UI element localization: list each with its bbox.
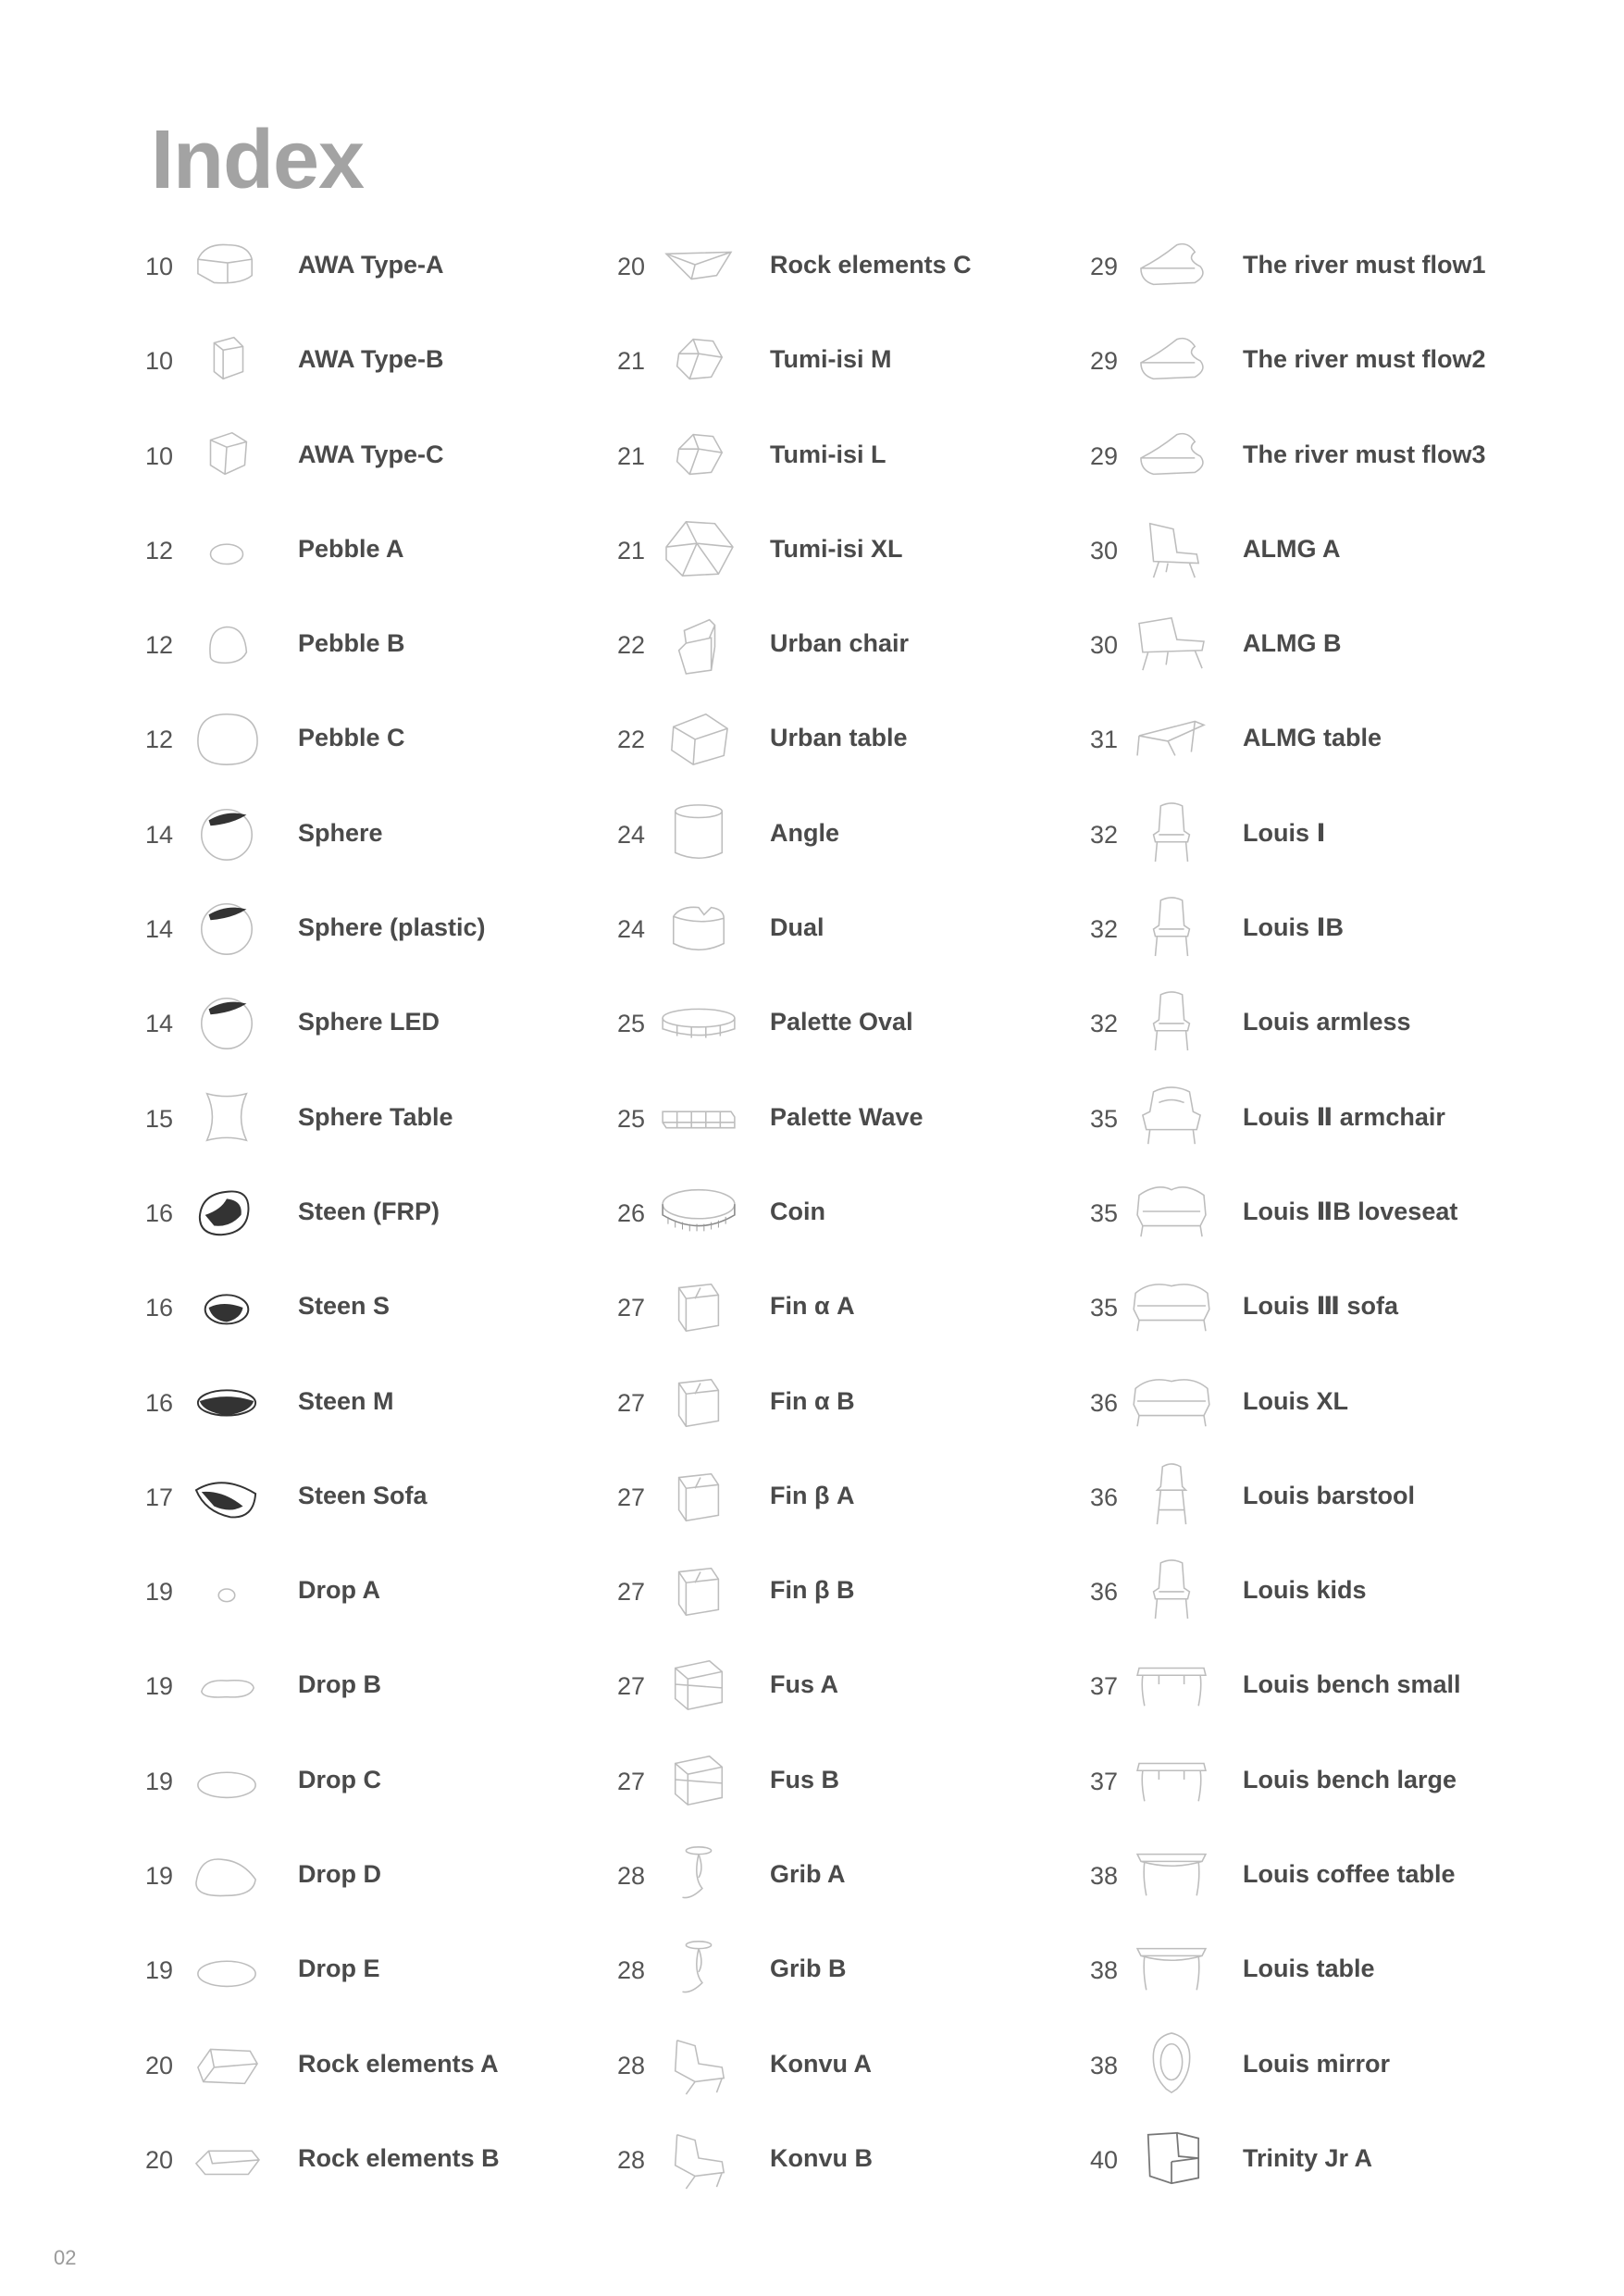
entry-page-number: 20 — [616, 253, 646, 280]
entry-name: Sphere (plastic) — [298, 913, 486, 942]
entry-page-number: 14 — [144, 820, 174, 849]
entry-page-number: 19 — [144, 1767, 174, 1795]
entry-name: Sphere Table — [298, 1102, 453, 1131]
index-entry — [139, 718, 620, 813]
entry-name: Steen S — [298, 1292, 391, 1321]
entry-name: Steen M — [298, 1386, 394, 1415]
almg-table-icon — [1132, 705, 1211, 770]
entry-page-number: 20 — [144, 2051, 174, 2079]
entry-page-number: 25 — [616, 1104, 646, 1133]
index-entry — [611, 1665, 1092, 1759]
entry-name: Trinity Jr A — [1243, 2143, 1373, 2172]
index-entry — [139, 1192, 620, 1286]
louis-bench-icon — [1132, 1652, 1211, 1717]
entry-page-number: 27 — [616, 1672, 646, 1701]
entry-name: Coin — [770, 1197, 825, 1225]
entry-page-number: 19 — [144, 1956, 174, 1985]
entry-name: Pebble C — [298, 724, 405, 752]
index-entry — [139, 1949, 620, 2043]
entry-name: Louis Ⅰ — [1243, 818, 1326, 847]
entry-name: ALMG B — [1243, 629, 1342, 658]
index-column-3 — [1084, 245, 1565, 2233]
entry-page-number: 16 — [144, 1198, 174, 1227]
entry-page-number: 24 — [616, 915, 646, 944]
entry-name: Louis Ⅱ armchair — [1243, 1102, 1445, 1131]
sphere-icon — [187, 989, 267, 1054]
entry-name: Tumi-isi M — [770, 345, 892, 374]
index-entry — [139, 1002, 620, 1097]
trinity-chair-icon — [1132, 2126, 1211, 2191]
awa-a-icon — [187, 232, 267, 297]
index-entry — [139, 813, 620, 908]
entry-page-number: 28 — [616, 1956, 646, 1985]
entry-page-number: 36 — [1089, 1388, 1119, 1417]
entry-name: Rock elements A — [298, 2049, 499, 2078]
index-entry — [139, 1382, 620, 1476]
entry-page-number: 27 — [616, 1483, 646, 1511]
entry-page-number: 16 — [144, 1294, 174, 1322]
entry-name: Urban table — [770, 724, 908, 752]
louis-sofa-icon — [1132, 1273, 1211, 1338]
entry-name: The river must flow2 — [1243, 345, 1486, 374]
entry-name: Palette Oval — [770, 1008, 913, 1036]
pebble-small-icon — [187, 516, 267, 581]
louis-chair-icon — [1132, 989, 1211, 1054]
entry-name: Tumi-isi L — [770, 440, 886, 468]
index-entry — [1084, 1286, 1565, 1381]
entry-name: Pebble A — [298, 534, 404, 563]
index-entry — [139, 529, 620, 624]
entry-name: Louis ⅠB — [1243, 913, 1345, 942]
index-entry — [611, 245, 1092, 340]
entry-name: The river must flow1 — [1243, 251, 1486, 279]
entry-name: Drop D — [298, 1860, 381, 1889]
louis-barstool-icon — [1132, 1463, 1211, 1528]
awa-c-icon — [187, 422, 267, 487]
river-icon — [1132, 422, 1211, 487]
entry-page-number: 21 — [616, 441, 646, 470]
index-entry — [139, 1476, 620, 1570]
drop-oval-icon — [187, 1747, 267, 1812]
entry-name: Louis kids — [1243, 1576, 1367, 1605]
drop-oval-icon — [187, 1936, 267, 2001]
louis-table-icon — [1132, 1842, 1211, 1906]
entry-page-number: 30 — [1089, 631, 1119, 660]
entry-name: ALMG table — [1243, 724, 1382, 752]
entry-page-number: 19 — [144, 1578, 174, 1607]
index-entry — [611, 529, 1092, 624]
pebble-large-icon — [187, 705, 267, 770]
grib-stool-icon — [659, 1842, 738, 1906]
index-entry — [139, 340, 620, 434]
entry-name: Louis XL — [1243, 1386, 1348, 1415]
louis-armchair-icon — [1132, 1085, 1211, 1149]
entry-page-number: 38 — [1089, 1862, 1119, 1891]
polyhedron-icon — [659, 422, 738, 487]
entry-name: Louis table — [1243, 1955, 1375, 1983]
entry-page-number: 19 — [144, 1862, 174, 1891]
louis-chair-icon — [1132, 1558, 1211, 1622]
index-entry — [1084, 340, 1565, 434]
fin-icon — [659, 1558, 738, 1622]
entry-page-number: 35 — [1089, 1294, 1119, 1322]
entry-name: Fin α A — [770, 1292, 855, 1321]
entry-name: The river must flow3 — [1243, 440, 1486, 468]
fin-icon — [659, 1273, 738, 1338]
index-entry — [139, 1286, 620, 1381]
entry-name: Louis Ⅲ sofa — [1243, 1292, 1399, 1321]
louis-bench-icon — [1132, 1747, 1211, 1812]
index-column-2 — [611, 245, 1092, 2233]
entry-name: Sphere — [298, 818, 383, 847]
entry-page-number: 20 — [144, 2145, 174, 2174]
steen-sofa-icon — [187, 1463, 267, 1528]
index-entry — [1084, 1949, 1565, 2043]
entry-page-number: 25 — [616, 1010, 646, 1038]
index-entry — [611, 1382, 1092, 1476]
palette-oval-icon — [659, 989, 738, 1054]
index-entry — [1084, 908, 1565, 1002]
index-entry — [611, 718, 1092, 813]
palette-wave-icon — [659, 1085, 738, 1149]
index-entry — [139, 2044, 620, 2139]
entry-page-number: 10 — [144, 253, 174, 280]
louis-chair-icon — [1132, 895, 1211, 960]
entry-page-number: 21 — [616, 536, 646, 565]
entry-page-number: 21 — [616, 347, 646, 376]
index-entry — [139, 245, 620, 340]
page-number: 02 — [54, 2246, 77, 2269]
entry-name: Fin β A — [770, 1481, 855, 1509]
index-entry — [1084, 1382, 1565, 1476]
fin-icon — [659, 1369, 738, 1433]
entry-page-number: 14 — [144, 915, 174, 944]
entry-page-number: 17 — [144, 1483, 174, 1511]
index-entry — [611, 813, 1092, 908]
entry-page-number: 22 — [616, 631, 646, 660]
fin-icon — [659, 1463, 738, 1528]
index-entry — [1084, 529, 1565, 624]
polyhedron-icon — [659, 327, 738, 391]
index-entry — [611, 1760, 1092, 1855]
entry-page-number: 27 — [616, 1578, 646, 1607]
index-entry — [139, 435, 620, 529]
index-entry — [1084, 813, 1565, 908]
entry-page-number: 29 — [1089, 347, 1119, 376]
entry-page-number: 28 — [616, 2145, 646, 2174]
index-entry — [611, 2044, 1092, 2139]
entry-page-number: 30 — [1089, 536, 1119, 565]
fus-icon — [659, 1747, 738, 1812]
river-icon — [1132, 232, 1211, 297]
entry-page-number: 10 — [144, 347, 174, 376]
entry-page-number: 16 — [144, 1388, 174, 1417]
entry-name: Louis ⅡB loveseat — [1243, 1197, 1458, 1225]
entry-name: Pebble B — [298, 629, 405, 658]
entry-name: Fin β B — [770, 1576, 855, 1605]
index-entry — [1084, 1665, 1565, 1759]
entry-page-number: 28 — [616, 2051, 646, 2079]
index-entry — [139, 1855, 620, 1949]
entry-page-number: 24 — [616, 820, 646, 849]
index-entry — [1084, 1002, 1565, 1097]
entry-name: Louis bench large — [1243, 1765, 1457, 1793]
entry-page-number: 32 — [1089, 1010, 1119, 1038]
index-entry — [139, 1570, 620, 1665]
index-entry — [611, 2139, 1092, 2233]
entry-page-number: 22 — [616, 726, 646, 754]
entry-name: Louis bench small — [1243, 1670, 1461, 1699]
entry-page-number: 38 — [1089, 2051, 1119, 2079]
entry-page-number: 26 — [616, 1198, 646, 1227]
entry-name: Louis armless — [1243, 1008, 1411, 1036]
entry-name: Sphere LED — [298, 1008, 440, 1036]
index-entry — [611, 1098, 1092, 1192]
index-entry — [1084, 435, 1565, 529]
louis-table-icon — [1132, 1936, 1211, 2001]
entry-name: Fus A — [770, 1670, 838, 1699]
index-entry — [611, 908, 1092, 1002]
entry-page-number: 27 — [616, 1294, 646, 1322]
river-icon — [1132, 327, 1211, 391]
entry-page-number: 10 — [144, 441, 174, 470]
index-entry — [611, 624, 1092, 718]
entry-page-number: 19 — [144, 1672, 174, 1701]
entry-page-number: 37 — [1089, 1672, 1119, 1701]
index-entry — [1084, 1570, 1565, 1665]
entry-name: AWA Type-C — [298, 440, 444, 468]
entry-page-number: 12 — [144, 726, 174, 754]
konvu-chair-icon — [659, 2031, 738, 2096]
entry-page-number: 32 — [1089, 915, 1119, 944]
entry-name: AWA Type-A — [298, 251, 444, 279]
index-entry — [611, 1286, 1092, 1381]
index-entry — [139, 2139, 620, 2233]
entry-page-number: 12 — [144, 631, 174, 660]
index-entry — [139, 1098, 620, 1192]
entry-name: Palette Wave — [770, 1102, 924, 1131]
index-entry — [1084, 1192, 1565, 1286]
entry-name: Louis barstool — [1243, 1481, 1416, 1509]
lounge-bench-icon — [1132, 611, 1211, 676]
sphere-icon — [187, 895, 267, 960]
entry-page-number: 32 — [1089, 820, 1119, 849]
entry-page-number: 31 — [1089, 726, 1119, 754]
sphere-table-icon — [187, 1085, 267, 1149]
entry-name: Urban chair — [770, 629, 910, 658]
drop-small-icon — [187, 1558, 267, 1622]
index-entry — [1084, 1855, 1565, 1949]
entry-page-number: 40 — [1089, 2145, 1119, 2174]
index-column-1 — [139, 245, 620, 2233]
louis-loveseat-icon — [1132, 1179, 1211, 1244]
index-entry — [139, 1665, 620, 1759]
entry-name: Rock elements B — [298, 2143, 500, 2172]
entry-name: Fin α B — [770, 1386, 855, 1415]
rock-icon — [187, 2031, 267, 2096]
entry-name: Louis mirror — [1243, 2049, 1391, 2078]
index-entry — [1084, 1098, 1565, 1192]
awa-b-icon — [187, 327, 267, 391]
entry-page-number: 29 — [1089, 441, 1119, 470]
entry-name: Konvu A — [770, 2049, 872, 2078]
entry-name: Angle — [770, 818, 840, 847]
index-entry — [611, 1855, 1092, 1949]
entry-page-number: 36 — [1089, 1483, 1119, 1511]
steen-icon — [187, 1179, 267, 1244]
index-entry — [611, 1949, 1092, 2043]
polyhedron-large-icon — [659, 516, 738, 581]
index-entry — [1084, 1476, 1565, 1570]
index-entry — [139, 624, 620, 718]
sphere-icon — [187, 800, 267, 865]
index-entry — [139, 1760, 620, 1855]
entry-page-number: 37 — [1089, 1767, 1119, 1795]
entry-name: Drop E — [298, 1955, 380, 1983]
drop-flat-icon — [187, 1652, 267, 1717]
steen-small-icon — [187, 1273, 267, 1338]
entry-name: Fus B — [770, 1765, 840, 1793]
entry-name: Konvu B — [770, 2143, 873, 2172]
entry-name: AWA Type-B — [298, 345, 444, 374]
rock-flat-icon — [187, 2126, 267, 2191]
louis-chair-icon — [1132, 800, 1211, 865]
index-entry — [1084, 2139, 1565, 2233]
index-entry — [1084, 2044, 1565, 2139]
grib-stool-icon — [659, 1936, 738, 2001]
entry-name: Rock elements C — [770, 251, 972, 279]
entry-page-number: 27 — [616, 1767, 646, 1795]
entry-name: ALMG A — [1243, 534, 1341, 563]
entry-name: Drop C — [298, 1765, 381, 1793]
konvu-chair-icon — [659, 2126, 738, 2191]
steen-medium-icon — [187, 1369, 267, 1433]
entry-page-number: 38 — [1089, 1956, 1119, 1985]
cylinder-icon — [659, 800, 738, 865]
entry-name: Louis coffee table — [1243, 1860, 1456, 1889]
coin-icon — [659, 1179, 738, 1244]
index-entry — [611, 435, 1092, 529]
drop-large-icon — [187, 1842, 267, 1906]
index-entry — [1084, 245, 1565, 340]
rock-wedge-icon — [659, 232, 738, 297]
entry-name: Drop A — [298, 1576, 380, 1605]
entry-page-number: 35 — [1089, 1198, 1119, 1227]
index-entry — [139, 908, 620, 1002]
urban-table-icon — [659, 705, 738, 770]
entry-page-number: 15 — [144, 1104, 174, 1133]
index-entry — [611, 1002, 1092, 1097]
pebble-medium-icon — [187, 611, 267, 676]
entry-name: Tumi-isi XL — [770, 534, 903, 563]
entry-page-number: 14 — [144, 1010, 174, 1038]
louis-mirror-icon — [1132, 2031, 1211, 2096]
entry-page-number: 35 — [1089, 1104, 1119, 1133]
entry-page-number: 27 — [616, 1388, 646, 1417]
entry-name: Dual — [770, 913, 824, 942]
index-entry — [1084, 1760, 1565, 1855]
index-entry — [611, 1192, 1092, 1286]
entry-page-number: 36 — [1089, 1578, 1119, 1607]
page-title: Index — [151, 114, 365, 206]
fus-icon — [659, 1652, 738, 1717]
index-entry — [1084, 624, 1565, 718]
index-entry — [611, 1476, 1092, 1570]
entry-name: Grib A — [770, 1860, 846, 1889]
index-entry — [611, 340, 1092, 434]
entry-name: Grib B — [770, 1955, 847, 1983]
lounge-chair-icon — [1132, 516, 1211, 581]
index-entry — [611, 1570, 1092, 1665]
entry-name: Drop B — [298, 1670, 381, 1699]
entry-page-number: 12 — [144, 536, 174, 565]
entry-name: Steen (FRP) — [298, 1197, 440, 1225]
entry-page-number: 28 — [616, 1862, 646, 1891]
cylinder-low-icon — [659, 895, 738, 960]
index-entry — [1084, 718, 1565, 813]
entry-page-number: 29 — [1089, 253, 1119, 280]
entry-name: Steen Sofa — [298, 1481, 428, 1509]
urban-chair-icon — [659, 611, 738, 676]
louis-sofa-icon — [1132, 1369, 1211, 1433]
